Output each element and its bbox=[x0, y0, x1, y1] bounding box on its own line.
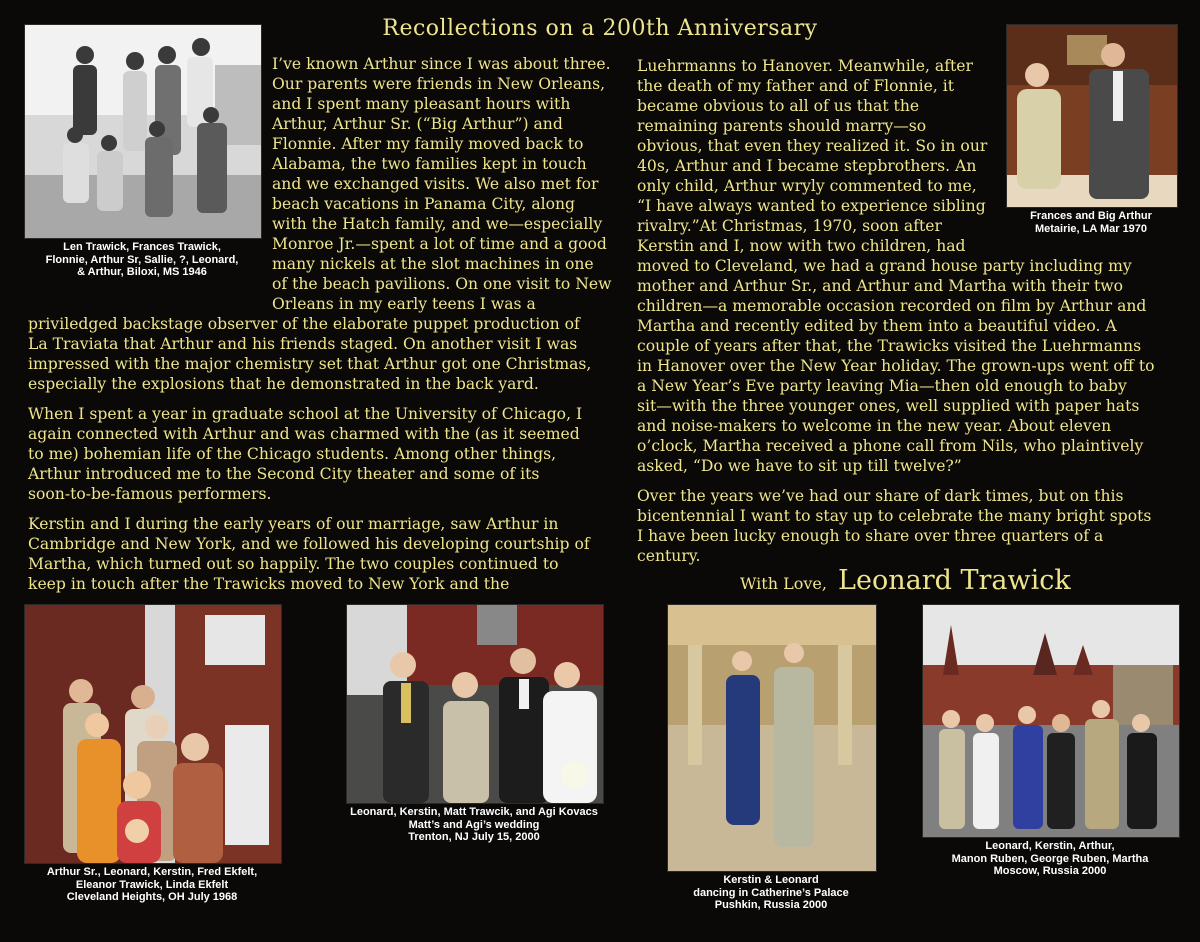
caption-metairie: Frances and Big Arthur Metairie, LA Mar 1970 bbox=[1030, 210, 1152, 235]
photo-moscow-2000 bbox=[922, 604, 1180, 838]
paragraph-marriage: Kerstin and I during the early years of our marriage, saw Arthur in Cambridge and New York, and we followed his developing courtship of Martha, which turned out so happily. The two couples continued to keep in touch after the Trawicks moved to New York and the bbox=[28, 515, 590, 593]
caption-pushkin: Kerstin & Leonard dancing in Catherine’s Palace Pushkin, Russia 2000 bbox=[693, 874, 849, 911]
photo-cleveland-1968 bbox=[24, 604, 282, 864]
signature bbox=[740, 565, 1071, 596]
signature-prefix: With Love, bbox=[740, 574, 827, 593]
left-column-narrow: I’ve known Arthur since I was about three. Our parents were friends in New Orleans, and I spent many pleasant hours with Arthur, Arthur Sr. (“Big Arthur”) and Flonnie. After my family moved back to Alabama, the two families kept in touch and we exchanged visits. We also met for beach vacations in Panama City, along with the Hatch family, and we—especially Monroe Jr.—spent a lot of time and a good many nickels at the slot machines in one of the beach pavilions. On one visit to New Orleans in my early teens I was a bbox=[272, 55, 612, 313]
paragraph-traviata: priviledged backstage observer of the elaborate puppet production of La Traviata that Arthur and his friends staged. On another visit I was impressed with the major chemistry set that Arthur got one Christmas, especially the explosions that he demonstrated in the back yard. bbox=[28, 315, 592, 393]
paragraph-bicentennial: Over the years we’ve had our share of dark times, but on this bicentennial I want to stay up to celebrate the many bright spots I have been lucky enough to share over three quarters of a century. bbox=[637, 487, 1152, 565]
paragraph-chicago: When I spent a year in graduate school at the University of Chicago, I again connected with Arthur and was charmed with the (as it seemed to me) bohemian life of the Chicago students. Among other things, Arthur introduced me to the Second City theater and some of its soon-to-be-famous performers. bbox=[28, 405, 583, 503]
caption-moscow: Leonard, Kerstin, Arthur, Manon Ruben, George Ruben, Martha Moscow, Russia 2000 bbox=[951, 840, 1149, 877]
photo-metairie-1970 bbox=[1006, 24, 1178, 208]
paragraph-house-party: moved to Cleveland, we had a grand house party including my mother and Arthur Sr., and Arthur and Martha with their two children—a memorable occasion recorded on film by Arthur and Martha and recently edited by them into a beautiful video. A couple of years after that, the Trawicks visited the Luehrmanns in Hanover over the New Year holiday. The grown-ups went off to a New Year’s Eve party leaving Mia—then old enough to baby sit—with the three younger ones, well supplied with paper hats and noise-makers to welcome in the new year. About eleven o’clock, Martha received a phone call from Nils, who plaintively asked, “Do we have to sit up till twelve?” bbox=[637, 257, 1155, 475]
right-column-wide bbox=[637, 256, 1182, 566]
signature-name: Leonard Trawick bbox=[838, 565, 1071, 596]
right-column-narrow: Luehrmanns to Hanover. Meanwhile, after the death of my father and of Flonnie, it became obvious to all of us that the remaining parents should marry—so obvious, that even they realized it. So in our 40s, Arthur and I became stepbrothers. An only child, Arthur wryly commented to me, “I have always wanted to experience sibling rivalry.”At Christmas, 1970, soon after Kerstin and I, now with two children, had bbox=[637, 57, 988, 255]
left-column-wide bbox=[28, 314, 622, 594]
photo-wedding-2000 bbox=[346, 604, 604, 804]
caption-wedding: Leonard, Kerstin, Matt Trawcik, and Agi Kovacs Matt’s and Agi’s wedding Trenton, NJ July 15, 2000 bbox=[350, 806, 598, 843]
page-title: Recollections on a 200th Anniversary bbox=[382, 16, 818, 41]
caption-biloxi: Len Trawick, Frances Trawick, Flonnie, Arthur Sr, Sallie, ?, Leonard, & Arthur, Biloxi, MS 1946 bbox=[45, 241, 239, 278]
photo-biloxi-1946 bbox=[24, 24, 262, 239]
caption-cleveland: Arthur Sr., Leonard, Kerstin, Fred Ekfelt, Eleanor Trawick, Linda Ekfelt Cleveland Heights, OH July 1968 bbox=[46, 866, 258, 903]
photo-pushkin-2000 bbox=[667, 604, 877, 872]
